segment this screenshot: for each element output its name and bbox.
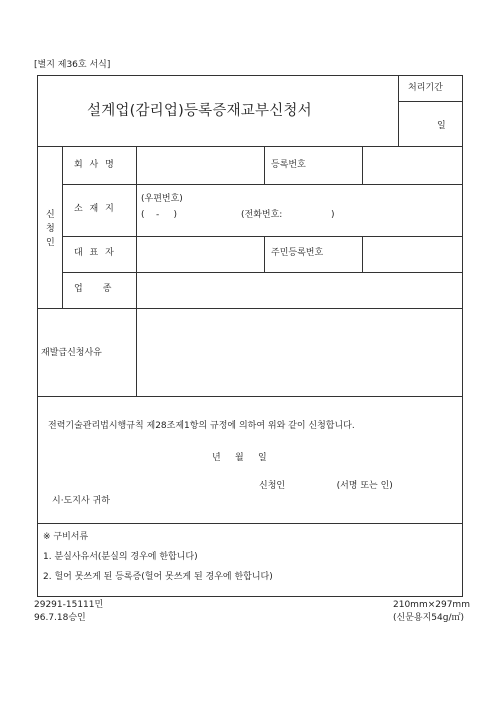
address-paren: ( - ) bbox=[141, 210, 178, 220]
applicant-signature-line: 신청인 (서명 또는 인) bbox=[259, 481, 393, 491]
document-code: 29291-15111민 bbox=[34, 600, 104, 610]
row-line-1 bbox=[62, 184, 463, 185]
paper-type: (신문용지54g/㎡) bbox=[393, 613, 464, 623]
approval-date: 96.7.18승인 bbox=[34, 613, 86, 623]
row-line-2 bbox=[62, 236, 463, 237]
registration-no-label: 등록번호 bbox=[271, 160, 306, 170]
applicant-label-char-3: 인 bbox=[46, 238, 55, 248]
applicant-label-char-2: 청 bbox=[46, 224, 55, 234]
declaration-bottom-line bbox=[37, 523, 463, 524]
resident-label-left bbox=[264, 236, 265, 272]
business-type-label: 업 종 bbox=[74, 284, 112, 294]
resident-no-label: 주민등록번호 bbox=[271, 248, 324, 258]
addressee: 시·도지사 귀하 bbox=[52, 496, 110, 506]
required-document-item: 1. 분실사유서(분실의 경우에 한합니다) bbox=[43, 552, 198, 562]
processing-period-label: 처리기간 bbox=[408, 83, 443, 93]
representative-label: 대 표 자 bbox=[74, 248, 116, 258]
processing-divider bbox=[398, 101, 463, 102]
reissue-reason-label: 재발급신청사유 bbox=[41, 348, 102, 358]
paper-size: 210mm×297mm bbox=[393, 600, 470, 610]
header-divider bbox=[398, 75, 399, 146]
form-number: [별지 제36호 서식] bbox=[34, 60, 111, 70]
resident-label-right bbox=[362, 236, 363, 272]
applicant-label-divider bbox=[62, 146, 63, 308]
declaration-statement: 전력기술관리법시행규칙 제28조제1항의 규정에 의하여 위와 같이 신청합니다. bbox=[48, 421, 355, 431]
reg-no-label-left bbox=[264, 146, 265, 184]
applicant-label-char-1: 신 bbox=[46, 210, 55, 220]
postal-code-label: (우편번호) bbox=[141, 194, 183, 204]
applicant-bottom-line bbox=[37, 308, 463, 309]
form-frame bbox=[37, 75, 463, 597]
required-document-item: 2. 헐어 못쓰게 된 등록증(헐어 못쓰게 된 경우에 한합니다) bbox=[43, 572, 273, 582]
header-bottom-line bbox=[37, 146, 463, 147]
phone-label: (전화번호: ) bbox=[241, 210, 335, 220]
row-line-3 bbox=[62, 272, 463, 273]
company-name-label: 회 사 명 bbox=[74, 160, 116, 170]
date-line: 년 월 일 bbox=[212, 453, 267, 463]
reason-divider bbox=[136, 308, 137, 396]
location-label: 소 재 지 bbox=[74, 204, 116, 214]
processing-period-unit: 일 bbox=[437, 121, 446, 131]
required-documents-heading: ※ 구비서류 bbox=[43, 532, 89, 542]
reg-no-label-right bbox=[362, 146, 363, 184]
form-title: 설계업(감리업)등록증재교부신청서 bbox=[87, 103, 312, 119]
reason-bottom-line bbox=[37, 396, 463, 397]
label-column-divider bbox=[136, 146, 137, 308]
